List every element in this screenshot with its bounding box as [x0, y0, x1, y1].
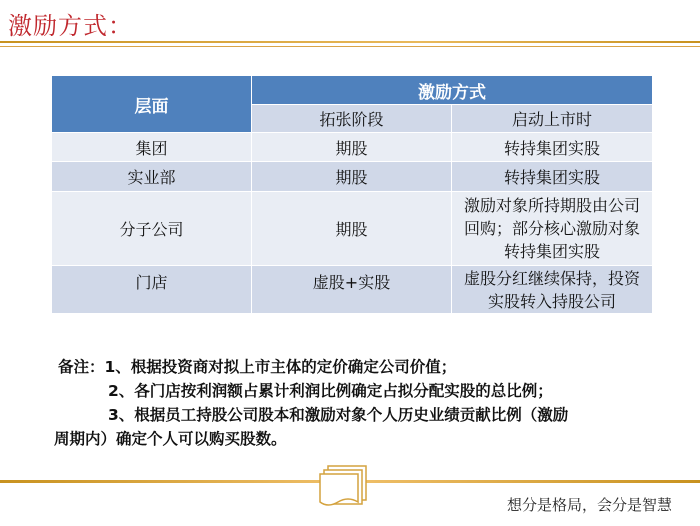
header-level: 层面	[52, 76, 252, 133]
cell-ipo: 转持集团实股	[452, 162, 653, 192]
notes-block	[54, 355, 648, 451]
cell-level: 分子公司	[52, 192, 252, 266]
note-line-3: 3、根据员工持股公司股本和激励对象个人历史业绩贡献比例（激励	[108, 406, 569, 424]
note-line-3-cont: 周期内）确定个人可以购买股数。	[54, 430, 287, 448]
incentive-table	[51, 75, 653, 314]
page-title: 激励方式：	[8, 12, 133, 40]
cell-ipo: 激励对象所持期股由公司回购；部分核心激励对象转持集团实股	[452, 192, 653, 266]
header-stage-expand: 拓张阶段	[252, 105, 452, 133]
cell-level: 门店	[52, 266, 252, 314]
title-divider-thin	[0, 46, 700, 47]
cell-level: 集团	[52, 133, 252, 162]
cell-expand: 期股	[252, 162, 452, 192]
note-line-1: 备注：1、根据投资商对拟上市主体的定价确定公司价值；	[58, 358, 457, 376]
cell-ipo: 转持集团实股	[452, 133, 653, 162]
cell-expand: 期股	[252, 133, 452, 162]
header-stage-ipo: 启动上市时	[452, 105, 653, 133]
cell-expand: 虚股+实股	[252, 266, 452, 314]
cell-level: 实业部	[52, 162, 252, 192]
document-stack-icon	[318, 462, 372, 512]
title-divider	[0, 41, 700, 43]
table-row	[52, 192, 653, 266]
footer-slogan: 想分是格局，会分是智慧	[506, 496, 672, 514]
table-row	[52, 133, 653, 162]
cell-ipo: 虚股分红继续保持，投资实股转入持股公司	[452, 266, 653, 314]
table-row	[52, 266, 653, 314]
table-row	[52, 162, 653, 192]
note-line-2: 2、各门店按利润额占累计利润比例确定占拟分配实股的总比例；	[108, 382, 553, 400]
header-incentive: 激励方式	[252, 76, 653, 105]
cell-expand: 期股	[252, 192, 452, 266]
